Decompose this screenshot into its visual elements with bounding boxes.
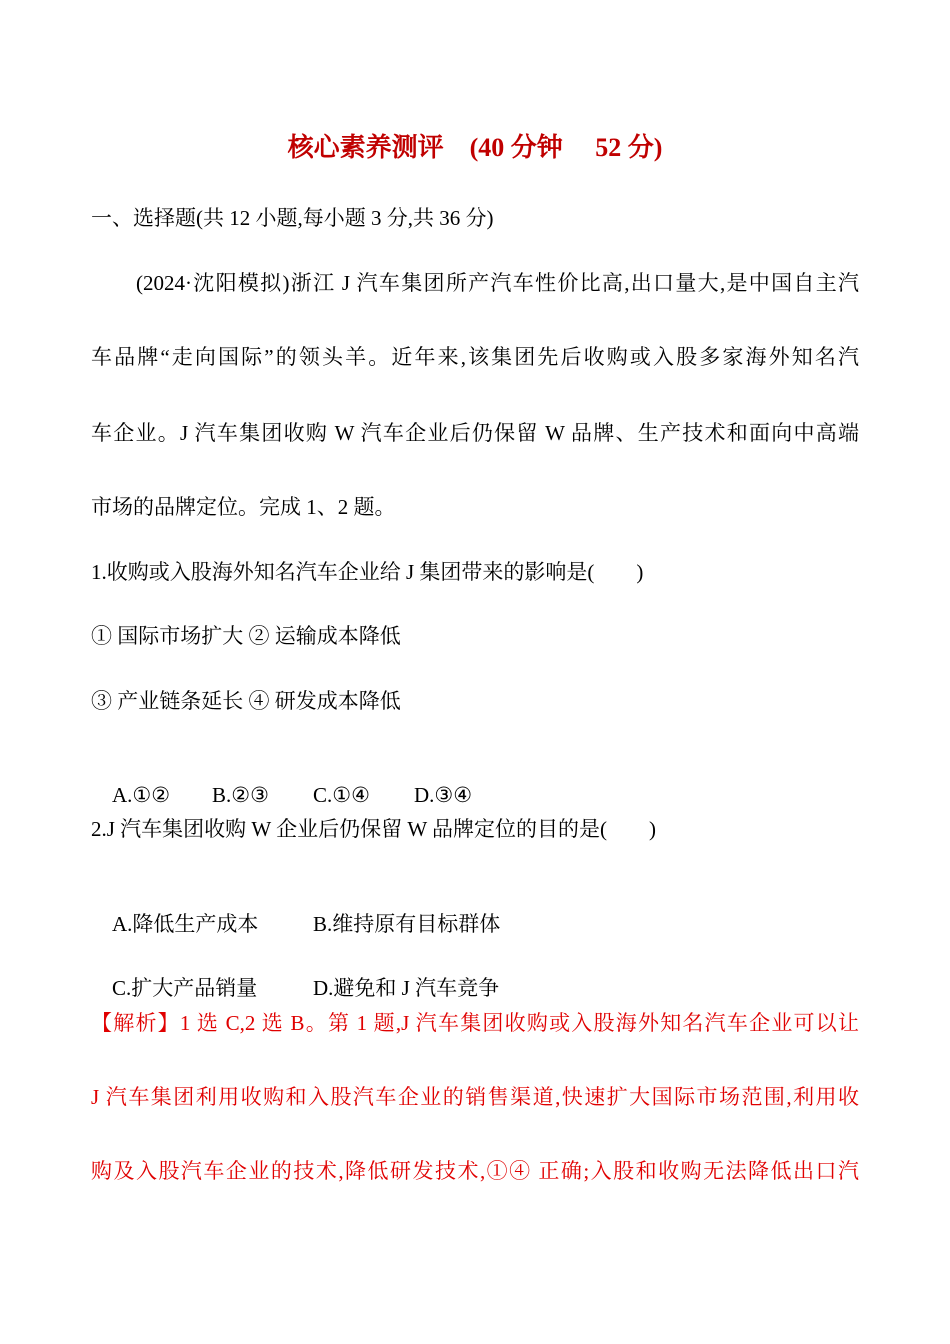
- option-a: A.①②: [112, 783, 171, 807]
- option-b: B.②③: [212, 783, 269, 807]
- passage-line: 市场的品牌定位。完成 1、2 题。: [91, 495, 396, 519]
- option-d: D.避免和 J 汽车竞争: [313, 976, 500, 1000]
- analysis-line: 购及入股汽车企业的技术,降低研发技术,①④ 正确;入股和收购无法降低出口汽: [91, 1159, 859, 1183]
- analysis-line: 【解析】1 选 C,2 选 B。第 1 题,J 汽车集团收购或入股海外知名汽车企业可以让: [91, 1011, 859, 1035]
- analysis-line: J 汽车集团利用收购和入股汽车企业的销售渠道,快速扩大国际市场范围,利用收: [91, 1085, 859, 1109]
- option-c: C.扩大产品销量: [112, 976, 258, 1000]
- question-1-items: ① 国际市场扩大 ② 运输成本降低: [91, 624, 401, 648]
- option-b: B.维持原有目标群体: [313, 912, 501, 936]
- question-1-stem: 1.收购或入股海外知名汽车企业给 J 集团带来的影响是( ): [91, 560, 644, 584]
- question-1-items: ③ 产业链条延长 ④ 研发成本降低: [91, 689, 401, 713]
- question-2-stem: 2.J 汽车集团收购 W 企业后仍保留 W 品牌定位的目的是( ): [91, 817, 657, 841]
- passage-line: 车品牌“走向国际”的领头羊。近年来,该集团先后收购或入股多家海外知名汽: [91, 345, 859, 369]
- option-d: D.③④: [414, 783, 473, 807]
- section-heading: 一、选择题(共 12 小题,每小题 3 分,共 36 分): [91, 206, 494, 230]
- passage-line: (2024·沈阳模拟)浙江 J 汽车集团所产汽车性价比高,出口量大,是中国自主汽: [136, 271, 859, 295]
- option-a: A.降低生产成本: [112, 912, 259, 936]
- passage-line: 车企业。J 汽车集团收购 W 汽车企业后仍保留 W 品牌、生产技术和面向中高端: [91, 421, 859, 445]
- page-title: 核心素养测评 (40 分钟 52 分): [287, 133, 663, 162]
- option-c: C.①④: [313, 783, 370, 807]
